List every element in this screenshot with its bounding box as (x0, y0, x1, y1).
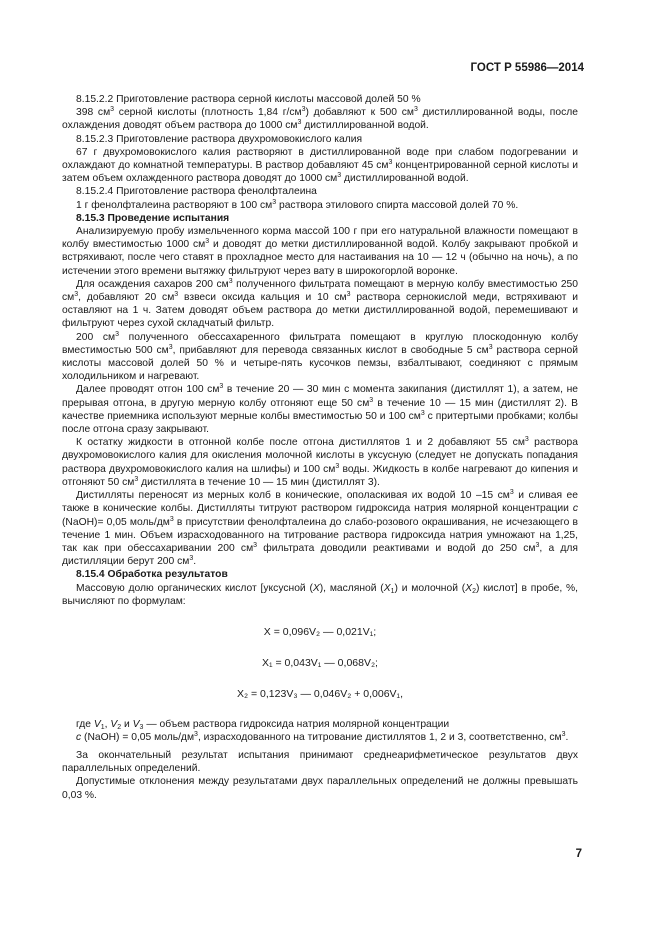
formula-x: X = 0,096V₂ — 0,021V₁; (263, 625, 377, 638)
section-title-8-15-4: 8.15.4 Обработка результатов (76, 569, 228, 581)
section-title-8-15-2-3: 8.15.2.3 Приготовление раствора двухромовокислого калия (76, 133, 363, 145)
formula-x2: X₂ = 0,123V₃ — 0,046V₂ + 0,006V₁, (237, 688, 403, 701)
paragraph: За окончательный результат испытания принимают среднеарифметическое результатов двух параллельных определений. (62, 749, 578, 775)
paragraph: 1 г фенолфталеина растворяют в 100 $см^3$ раствора этилового спирта массовой долей 70 %. (76, 198, 519, 211)
formula-legend-continued: с (NaOH) = 0,05 моль/$дм^3$, израсходованного на титрование дистиллятов 1, 2 и 3, соответственно, $см^3$. (76, 730, 569, 743)
paragraph: Далее проводят отгон 100 $см^3$ в течение 20 — 30 мин с момента закипания (дистиллят 1), а затем, не прерывая отгона, в другую мерную колбу отгоняют еще 50 $см^3$ в течение 10 — 15 мин (дистиллят 2). В качестве приемника используют мерные колбы вместимостью 50 и 100 $см^3$ с притертыми пробками; колбы после отгона сразу закрывают. (62, 383, 578, 436)
section-title-8-15-3: 8.15.3 Проведение испытания (76, 212, 230, 224)
paragraph: Для осаждения сахаров 200 $см^3$ полученного фильтрата помещают в мерную колбу вместимостью 250 $см^3$, добавляют 20 $см^3$ взвеси оксида кальция и 10 $см^3$ раствора сернокислой меди, встряхивают и оставляют на 1 ч. Затем доводят объем раствора до метки дистиллированной водой, перемешивают и фильтруют через сухой складчатый фильтр. (62, 277, 578, 330)
paragraph: Допустимые отклонения между результатами двух параллельных определений не должны превышать 0,03 %. (62, 776, 578, 801)
section-title-8-15-2-2: 8.15.2.2 Приготовление раствора серной кислоты массовой долей 50 % (76, 94, 421, 105)
paragraph: Массовую долю органических кислот [уксусной (X), масляной $(X_1)$ и молочной $(X_2)$ кислот] в пробе, %, вычисляют по формулам: (62, 582, 578, 607)
paragraph: Анализируемую пробу измельченного корма массой 100 г при его натуральной влажности помещают в колбу вместимостью 1000 $см^3$ и доводят до метки дистиллированной водой. Колбу закрывают пробкой и встряхивают, после чего ставят в прохладное место для настаивания на 10 — 12 ч (обычно на ночь), а по истечении этого времени вытяжку фильтруют через вату в широкогорлой воронке. (62, 226, 578, 277)
document-header: ГОСТ Р 55986—2014 (470, 62, 584, 74)
page-number: 7 (575, 848, 582, 860)
formula-legend: где $V_1$, $V_2$ и $V_3$ — объем раствора гидроксида натрия молярной концентрации (76, 718, 450, 731)
formula-x1: X₁ = 0,043V₁ — 0,068V₂; (262, 657, 378, 670)
paragraph: Дистилляты переносят из мерных колб в конические, ополаскивая их водой 10 –15 $см^3$ и сливая ее также в конические колбы. Дистилляты титруют раствором гидроксида натрия молярной концентрации с (NaOH)= 0,05 моль/$дм^3$ в присутствии фенолфталеина до слабо-розового окрашивания, не исчезающего в течение 1 мин. Объем израсходованного на титрование раствора гидроксида натрия умножают на 1,25, так как при обессахаривании 200 $см^3$ фильтрата доводили реактивами и водой до 250 $см^3$, а для дистилляции берут 200 $см^3$. (62, 489, 578, 568)
paragraph: 200 $см^3$ полученного обессахаренного фильтрата помещают в круглую плоскодонную колбу вместимостью 500 $см^3$, прибавляют для перевода связанных кислот в свободные 5 $см^3$ раствора серной кислоты массовой долей 50 % и четыре-пять кусочков пемзы, взбалтывают, соединяют с прямым холодильником и нагревают. (62, 330, 578, 383)
document-body (62, 93, 578, 802)
paragraph: 67 г двухромовокислого калия растворяют в дистиллированной воде при слабом подогревании и охлаждают до комнатной температуры. В раствор добавляют 45 $см^3$ концентрированной серной кислоты и затем объем охлажденного раствора доводят до 1000 $см^3$ дистиллированной водой. (62, 146, 578, 185)
section-title-8-15-2-4: 8.15.2.4 Приготовление раствора фенолфталеина (76, 186, 317, 198)
paragraph: К остатку жидкости в отгонной колбе после отгона дистиллятов 1 и 2 добавляют 55 $см^3$ раствора двухромовокислого калия для окисления молочной кислоты в уксусную (следует не допускать попадания раствора двухромовокислого калия на шлифы) и 100 $см^3$ воды. Жидкость в колбе нагревают до кипения и отгоняют 50 $см^3$ дистиллята в течение 10 — 15 мин (дистиллят 3). (62, 436, 578, 488)
paragraph: 398 $см^3$ серной кислоты (плотность 1,84 $г/см^3$) добавляют к 500 $см^3$ дистиллированной воды, после охлаждения доводят объем раствора до 1000 $см^3$ дистиллированной водой. (62, 106, 578, 132)
